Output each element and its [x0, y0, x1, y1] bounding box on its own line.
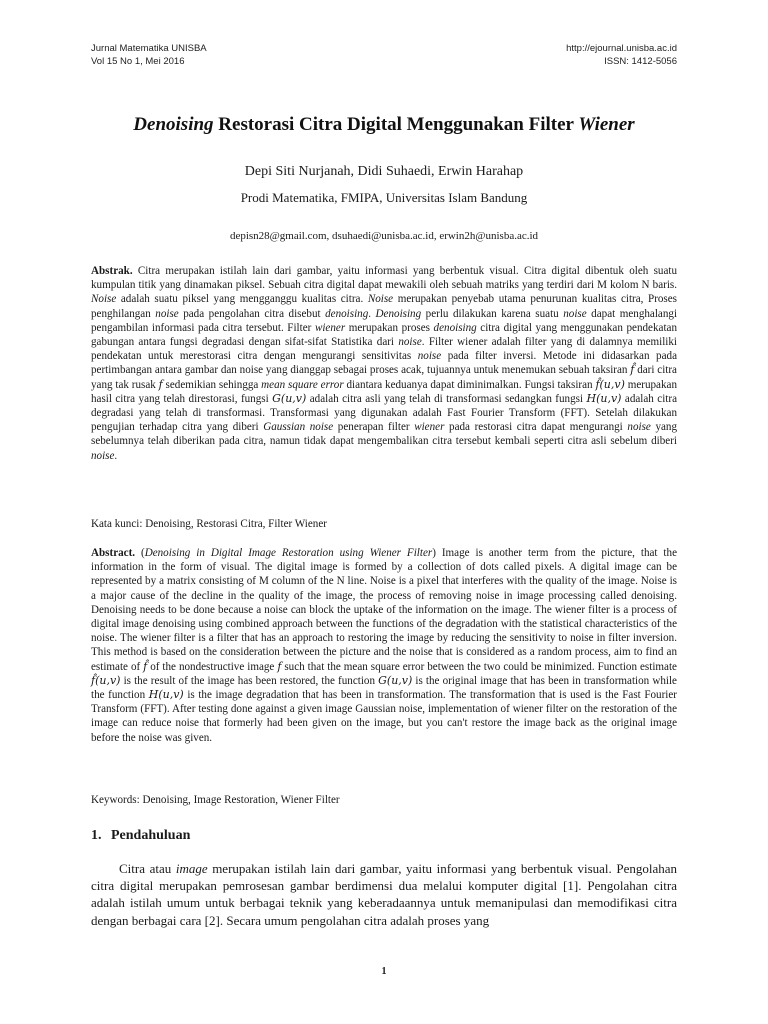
journal-issue: Vol 15 No 1, Mei 2016	[91, 56, 185, 67]
abstrak-term: noise	[417, 350, 442, 363]
abstrak-term: mean square error	[261, 378, 344, 391]
abstrak-term: denoising	[325, 307, 369, 320]
abstrak-text: merupakan hasil citra yang telah direstorasi, fungsi	[91, 378, 678, 405]
abstrak-term: noise	[155, 307, 179, 320]
abstrak-text: adalah suatu piksel yang mengganggu kualitas citra.	[116, 293, 368, 306]
math-h-uv: H(u,v)	[148, 688, 184, 702]
abstrak-text: diantara keduanya dapat diminimalkan. Fungsi taksiran	[343, 378, 596, 391]
section-heading	[91, 828, 190, 844]
abstrak-term: wiener	[414, 421, 445, 434]
abstrak-text: pada pengolahan citra disebut	[178, 307, 326, 320]
abstrak-term: noise	[398, 336, 422, 349]
abstrak-paragraph	[91, 264, 677, 463]
abstrak-text: dapat menghalangi pengambilan informasi pada citra tersebut. Filter	[91, 307, 678, 334]
abstrak-text: citra digital yang menggunakan pendekatan gabungan antara fungsi degradasi dengan sifat-sifat Statistika dari	[91, 321, 677, 349]
abstrak-term: wiener	[314, 321, 346, 334]
abstrak-text: sedemikian sehingga	[162, 378, 262, 391]
header-right	[566, 42, 677, 68]
body-text: Citra atau	[119, 861, 176, 876]
title-italic-1: Denoising	[133, 114, 214, 135]
abstrak-term: Noise	[91, 293, 117, 306]
author-list: Depi Siti Nurjanah, Didi Suhaedi, Erwin Harahap	[244, 164, 524, 179]
math-f: f	[158, 377, 163, 391]
abstrak-text: yang sebelumnya telah diberikan pada citra, namun tidak dapat mengembalikan citra tersebut kembali seperti citra asli sebelum diberi	[91, 421, 678, 448]
section-title: Pendahuluan	[111, 828, 191, 843]
abstrak-text: pada restorasi citra dapat mengurangi	[444, 421, 628, 434]
abstrak-term: Noise	[367, 293, 394, 306]
abstrak-text: pada filter inversi. Metode ini didasarkan pada pertimbangan antara gambar dan noise yang dianggap sebagai proses acak, tujuannya untuk menemukan sebuah taksiran	[91, 350, 677, 377]
abstrak-term: Gaussian noise	[263, 421, 334, 434]
math-f: f	[277, 659, 282, 673]
journal-url[interactable]: http://ejournal.unisba.ac.id	[566, 43, 677, 54]
paper-title	[60, 114, 708, 136]
math-g-uv: G(u,v)	[272, 391, 307, 405]
abstrak-text: dari citra yang tak rusak	[91, 364, 677, 391]
title-italic-2: Wiener	[578, 114, 635, 135]
math-f-hat: f̂	[143, 659, 148, 673]
math-g-uv: G(u,v)	[378, 673, 413, 687]
math-f-hat-uv: f̂(u,v)	[595, 377, 625, 391]
abstrak-text: Citra merupakan istilah lain dari gambar, yaitu informasi yang berbentuk visual. Citra digital dibentuk oleh suatu kumpulan titik yang dinamakan piksel. Sebuah citra digital dapat mewakili oleh sebuah matriks yang terdiri dari M kolom N baris.	[91, 265, 677, 292]
page-number: 1	[381, 966, 387, 977]
abstrak-text: merupakan penyebab utama penurunan kualitas citra, Proses penghilangan	[91, 293, 677, 320]
abstract-text: (	[135, 547, 145, 559]
abstrak-text: merupakan proses	[345, 321, 434, 334]
abstract-label: Abstract.	[91, 547, 136, 559]
abstrak-term: noise	[563, 307, 587, 320]
kata-kunci: Kata kunci: Denoising, Restorasi Citra, Filter Wiener	[91, 518, 327, 530]
abstract-text: is the result of the image has been restored, the function	[120, 674, 379, 687]
math-f-hat-uv: f̂(u,v)	[91, 673, 121, 687]
abstrak-label: Abstrak.	[91, 265, 133, 277]
abstract-text: of the nondestructive image	[147, 660, 278, 673]
header-left	[91, 42, 207, 68]
abstract-paragraph	[91, 546, 677, 745]
abstrak-text: . Filter wiener adalah filter yang di dalamnya memiliki pendekatan untuk merestorasi citra dengan mengurangi sensitivitas	[91, 336, 678, 363]
body-text: merupakan istilah lain dari gambar, yaitu informasi yang berbentuk visual. Pengolahan citra digital merupakan pemrosesan gambar berdimensi dua melalui komputer digital [1]. Pengolahan citra adalah istilah umum untuk berbagai teknik yang keberadaannya untuk memanipulasi dan memodifikasi citra dengan berbagai cara [2]. Secara umum pengolahan citra adalah proses yang	[91, 861, 677, 928]
abstrak-text: .	[114, 449, 118, 462]
intro-paragraph	[91, 860, 677, 929]
journal-name: Jurnal Matematika UNISBA	[91, 43, 207, 54]
abstrak-term: denoising	[433, 321, 477, 334]
body-term: image	[175, 861, 208, 876]
abstract-text: is the image degradation that has been in transformation. The transformation that is used is the Fast Fourier Transform (FFT). After testing done against a given image Gaussian noise, implementation of wiener filter on the restoration of the image can reduce noise that formerly had been given on the image, but you can't restore the image back as the original image before the noise was given.	[91, 689, 677, 744]
abstrak-text: adalah citra degradasi yang telah di transformasi. Transformasi yang digunakan adalah Fast Fourier Transform (FFT). Setelah dilakukan pengujian terhadap citra yang diberi	[91, 392, 677, 434]
abstrak-term: noise	[91, 449, 115, 462]
abstrak-term: noise	[627, 421, 651, 434]
journal-issn: ISSN: 1412-5056	[604, 56, 677, 67]
abstract-text: ) Image is another term from the picture, that the information in the form of visual. The digital image is formed by a collection of dots called pixels. A digital image can be represented by a matrix consisting of M column of the N line. Noise is a pixel that interferes with the quality of the image. Noise is a major cause of the decline in the quality of the image, the process of removing noise in image processing called denoising. Denoising needs to be done because a noise can block the uptake of the information on the image. The wiener filter is a process of digital image denoising using combined approach between the functions of the degradation with the statistical characteristics of the noise. The wiener filter is a filter that has an approach to restoring the image by reducing the sensitivity to noise in filter inversion. This method is based on the consideration between the picture and the noise that is considered as a random process, aim to find an estimate of	[91, 547, 677, 673]
abstract-text: such that the mean square error between the two could be minimized. Function estimate	[281, 660, 677, 673]
abstract-subtitle: Denoising in Digital Image Restoration using Wiener Filter	[144, 547, 433, 559]
section-number: 1.	[91, 828, 102, 843]
abstrak-text: perlu dilakukan karena suatu	[421, 307, 564, 320]
author-emails[interactable]: depisn28@gmail.com, dsuhaedi@unisba.ac.id, erwin2h@unisba.ac.id	[229, 230, 539, 242]
abstrak-text: adalah citra asli yang telah di transformasi sedangkan fungsi	[306, 392, 587, 405]
keywords: Keywords: Denoising, Image Restoration, Wiener Filter	[91, 794, 340, 806]
math-h-uv: H(u,v)	[586, 391, 622, 405]
abstrak-term: Denoising	[375, 307, 422, 320]
math-f-hat: f̂	[630, 363, 635, 377]
abstrak-text: .	[368, 307, 376, 320]
abstract-text: is the original image that has been in transformation while the function	[91, 674, 677, 702]
affiliation: Prodi Matematika, FMIPA, Universitas Islam Bandung	[240, 190, 528, 205]
abstrak-text: penerapan filter	[333, 421, 415, 434]
title-main: Restorasi Citra Digital Menggunakan Filter	[213, 114, 579, 135]
